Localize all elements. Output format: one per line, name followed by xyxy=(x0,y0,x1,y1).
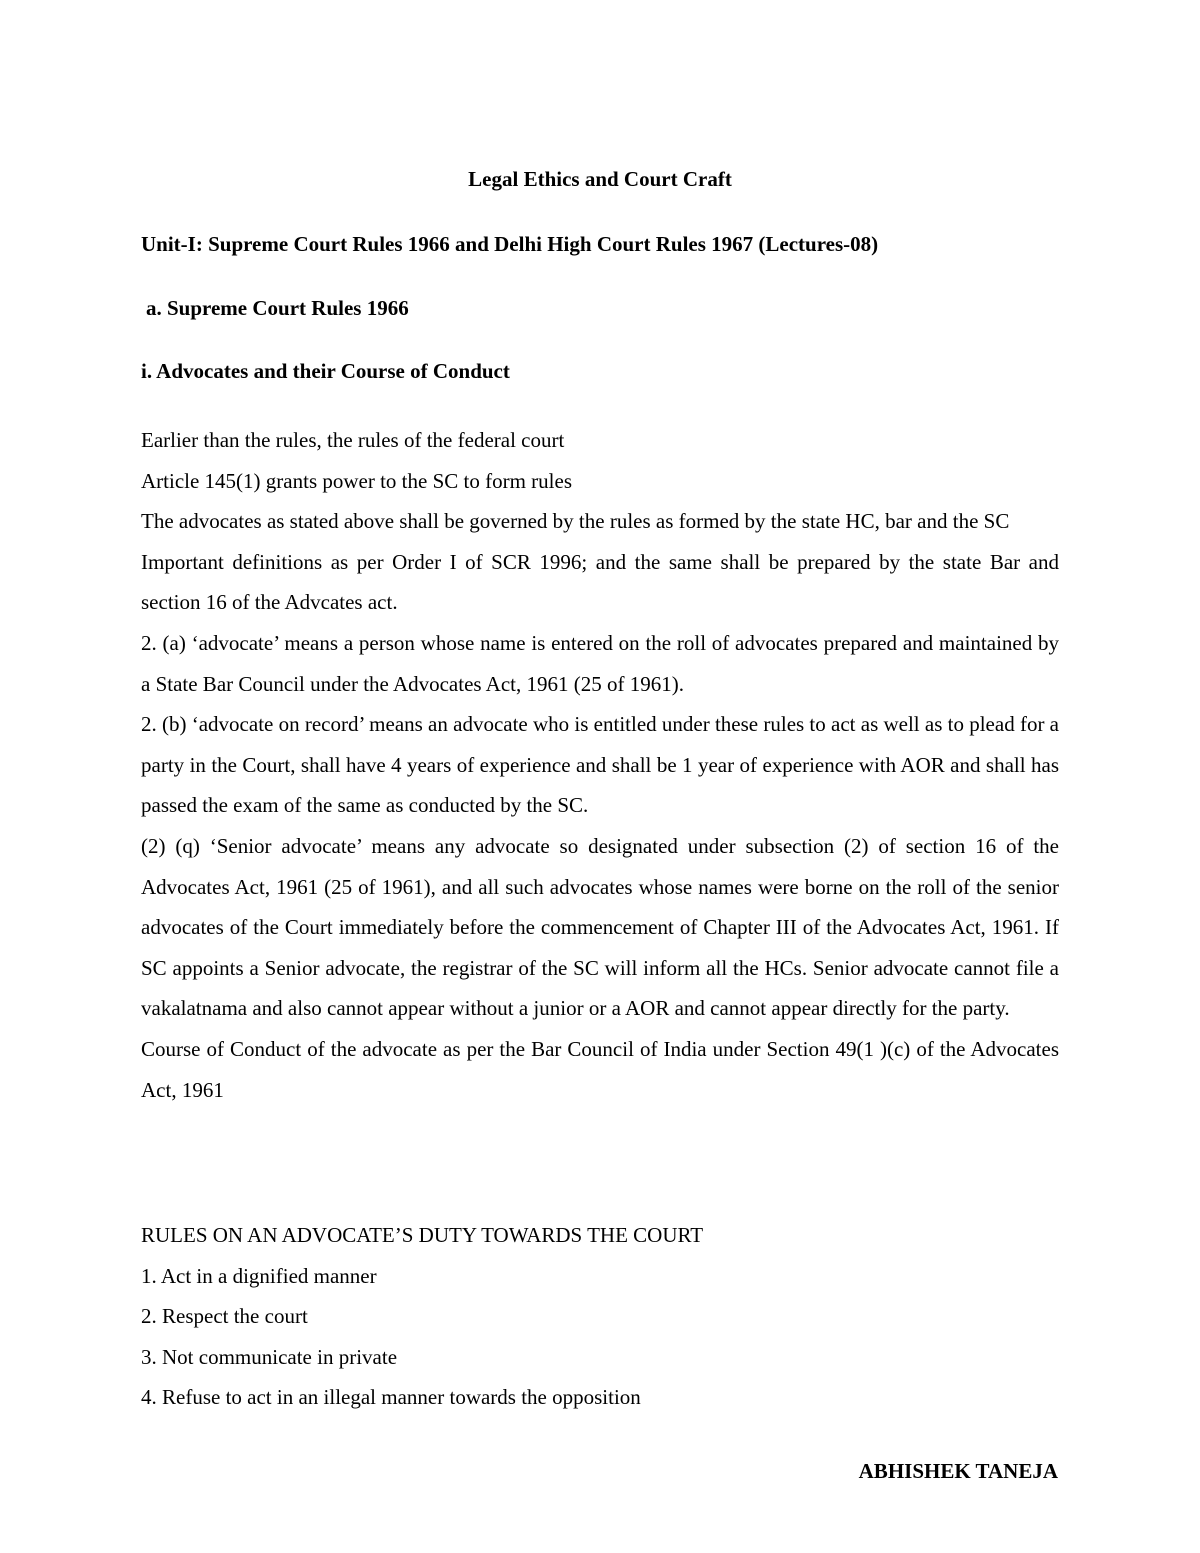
section-i-heading: i. Advocates and their Course of Conduct xyxy=(141,359,510,383)
list-item: 1. Act in a dignified manner xyxy=(141,1263,377,1288)
body-text xyxy=(141,420,1059,1110)
rules-section xyxy=(141,1215,1059,1418)
paragraph: Earlier than the rules, the rules of the federal court xyxy=(141,428,565,452)
paragraph: (2) (q) ‘Senior advocate’ means any advocate so designated under subsection (2) of section 16 of the Advocates Act, 1961 (25 of 1961), and all such advocates whose names were borne on the roll of the senior advocates of the Court immediately before the commencement of Chapter III of the Advocates Act, 1961. If SC appoints a Senior advocate, the registrar of the SC will inform all the HCs. Senior advocate cannot file a vakalatnama and also cannot appear without a junior or a AOR and cannot appear directly for the party. xyxy=(141,833,1059,1021)
paragraph: The advocates as stated above shall be governed by the rules as formed by the state HC, bar and the SC xyxy=(141,509,1010,534)
rules-heading: RULES ON AN ADVOCATE’S DUTY TOWARDS THE COURT xyxy=(141,1223,704,1247)
paragraph: Important definitions as per Order I of SCR 1996; and the same shall be prepared by the state Bar and section 16 of the Advcates act. xyxy=(141,549,1059,615)
list-item: 4. Refuse to act in an illegal manner towards the opposition xyxy=(141,1385,641,1410)
paragraph: Course of Conduct of the advocate as per the Bar Council of India under Section 49(1 )(c) of the Advocates Act, 1961 xyxy=(141,1036,1059,1102)
section-a-heading: a. Supreme Court Rules 1966 xyxy=(146,296,409,320)
paragraph: 2. (b) ‘advocate on record’ means an advocate who is entitled under these rules to act as well as to plead for a party in the Court, shall have 4 years of experience and shall be 1 year of experience with AOR and shall has passed the exam of the same as conducted by the SC. xyxy=(141,712,1060,818)
paragraph: 2. (a) ‘advocate’ means a person whose name is entered on the roll of advocates prepared and maintained by a State Bar Council under the Advocates Act, 1961 (25 of 1961). xyxy=(141,630,1059,696)
list-item: 2. Respect the court xyxy=(141,1304,308,1329)
unit-heading: Unit-I: Supreme Court Rules 1966 and Delhi High Court Rules 1967 (Lectures-08) xyxy=(141,232,879,256)
rules-list xyxy=(141,1256,1059,1418)
author-name: ABHISHEK TANEJA xyxy=(858,1459,1058,1483)
paragraph: Article 145(1) grants power to the SC to form rules xyxy=(141,468,572,493)
document-title: Legal Ethics and Court Craft xyxy=(468,167,732,191)
list-item: 3. Not communicate in private xyxy=(141,1344,398,1369)
